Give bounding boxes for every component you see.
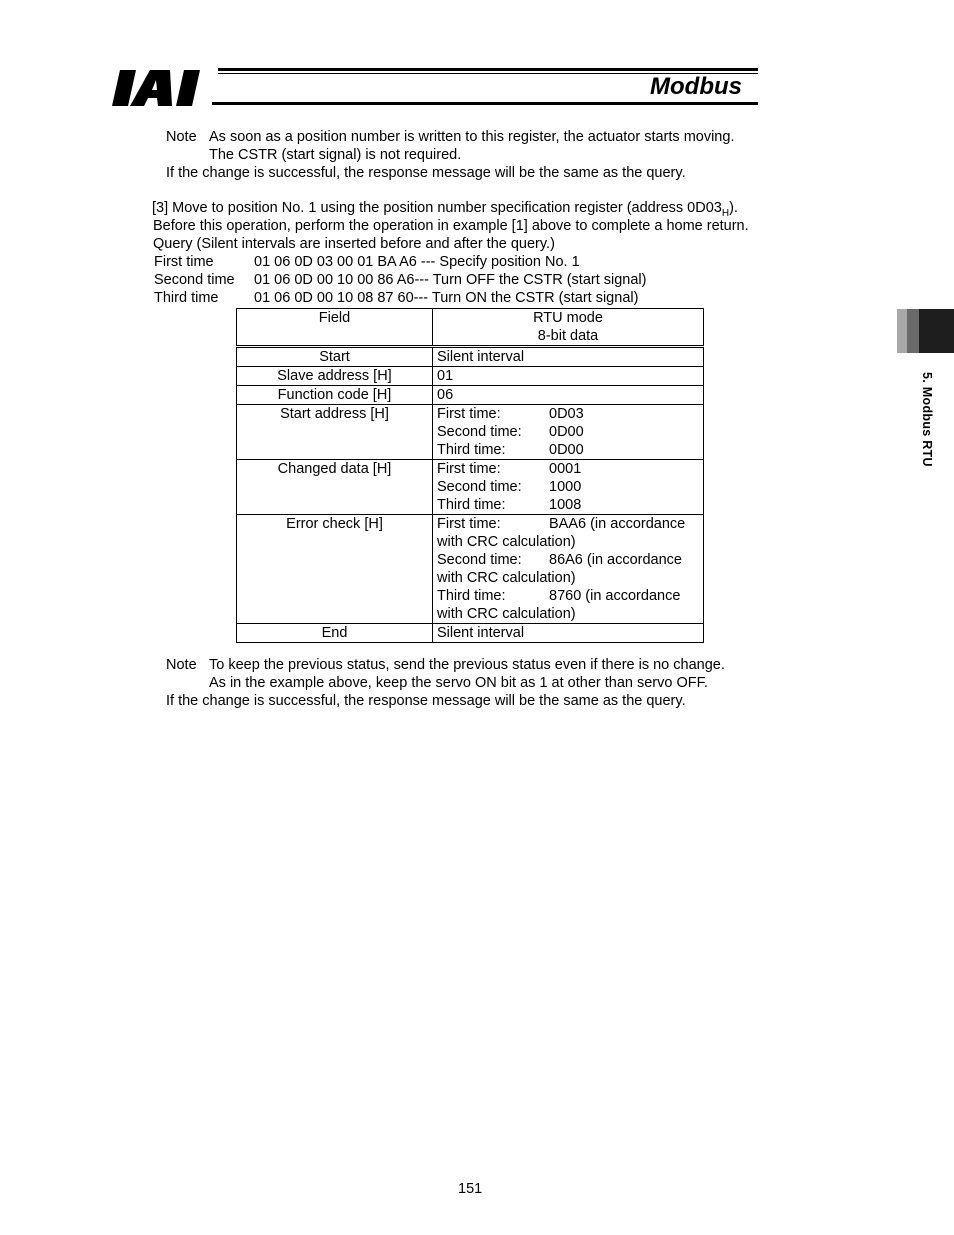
note-text: As in the example above, keep the servo ON bit as 1 at other than servo OFF. <box>209 675 708 691</box>
query-table <box>236 308 704 643</box>
table-row: Changed data [H] First time: 0001 Second time: 1000 Third time: 1008 <box>237 460 704 515</box>
section-title: Modbus <box>650 73 742 100</box>
header-rule-top <box>218 68 758 71</box>
table-row: Start address [H] First time: 0D03 Second time: 0D00 Third time: 0D00 <box>237 405 704 460</box>
header-rule-bottom <box>212 102 758 105</box>
example-heading: [3] Move to position No. 1 using the position number specification register (address $0D03_H$). <box>152 200 738 219</box>
query-label: Third time <box>154 290 219 306</box>
table-row: Error check [H] First time: BAA6 (in accordance with CRC calculation) Second time: 86A6 (in accordance with CRC calculation) Third time: 8760 (in accordance with CRC calculation) <box>237 515 704 624</box>
table-row: Function code [H] 06 <box>237 386 704 405</box>
note-text: As soon as a position number is written to this register, the actuator starts moving. <box>209 129 735 145</box>
query-label: Second time <box>154 272 235 288</box>
note-text: If the change is successful, the response message will be the same as the query. <box>166 165 686 181</box>
note-text: The CSTR (start signal) is not required. <box>209 147 462 163</box>
table-row: End Silent interval <box>237 624 704 643</box>
query-value: 01 06 0D 03 00 01 BA A6 --- Specify position No. 1 <box>254 254 580 270</box>
table-header-rtu: RTU mode 8-bit data <box>433 309 704 347</box>
example-text: Query (Silent intervals are inserted before and after the query.) <box>153 236 555 252</box>
note-text: If the change is successful, the response message will be the same as the query. <box>166 693 686 709</box>
query-label: First time <box>154 254 214 270</box>
table-header-row <box>237 309 704 347</box>
chapter-label: 5. Modbus RTU <box>920 372 934 467</box>
note-text: To keep the previous status, send the previous status even if there is no change. <box>209 657 725 673</box>
table-row: Start Silent interval <box>237 347 704 367</box>
chapter-tab-light <box>897 309 907 353</box>
note-label: Note <box>166 657 197 673</box>
chapter-tab-mid <box>907 309 919 353</box>
page-number: 151 <box>458 1181 483 1197</box>
query-value: 01 06 0D 00 10 08 87 60--- Turn ON the CSTR (start signal) <box>254 290 639 306</box>
table-row: Slave address [H] 01 <box>237 367 704 386</box>
chapter-tab-dark <box>919 309 954 353</box>
example-text: Before this operation, perform the operation in example [1] above to complete a home return. <box>153 218 749 234</box>
note-label: Note <box>166 129 197 145</box>
iai-logo <box>112 68 212 108</box>
table-header-field: Field <box>237 309 433 347</box>
query-value: 01 06 0D 00 10 00 86 A6--- Turn OFF the CSTR (start signal) <box>254 272 647 288</box>
